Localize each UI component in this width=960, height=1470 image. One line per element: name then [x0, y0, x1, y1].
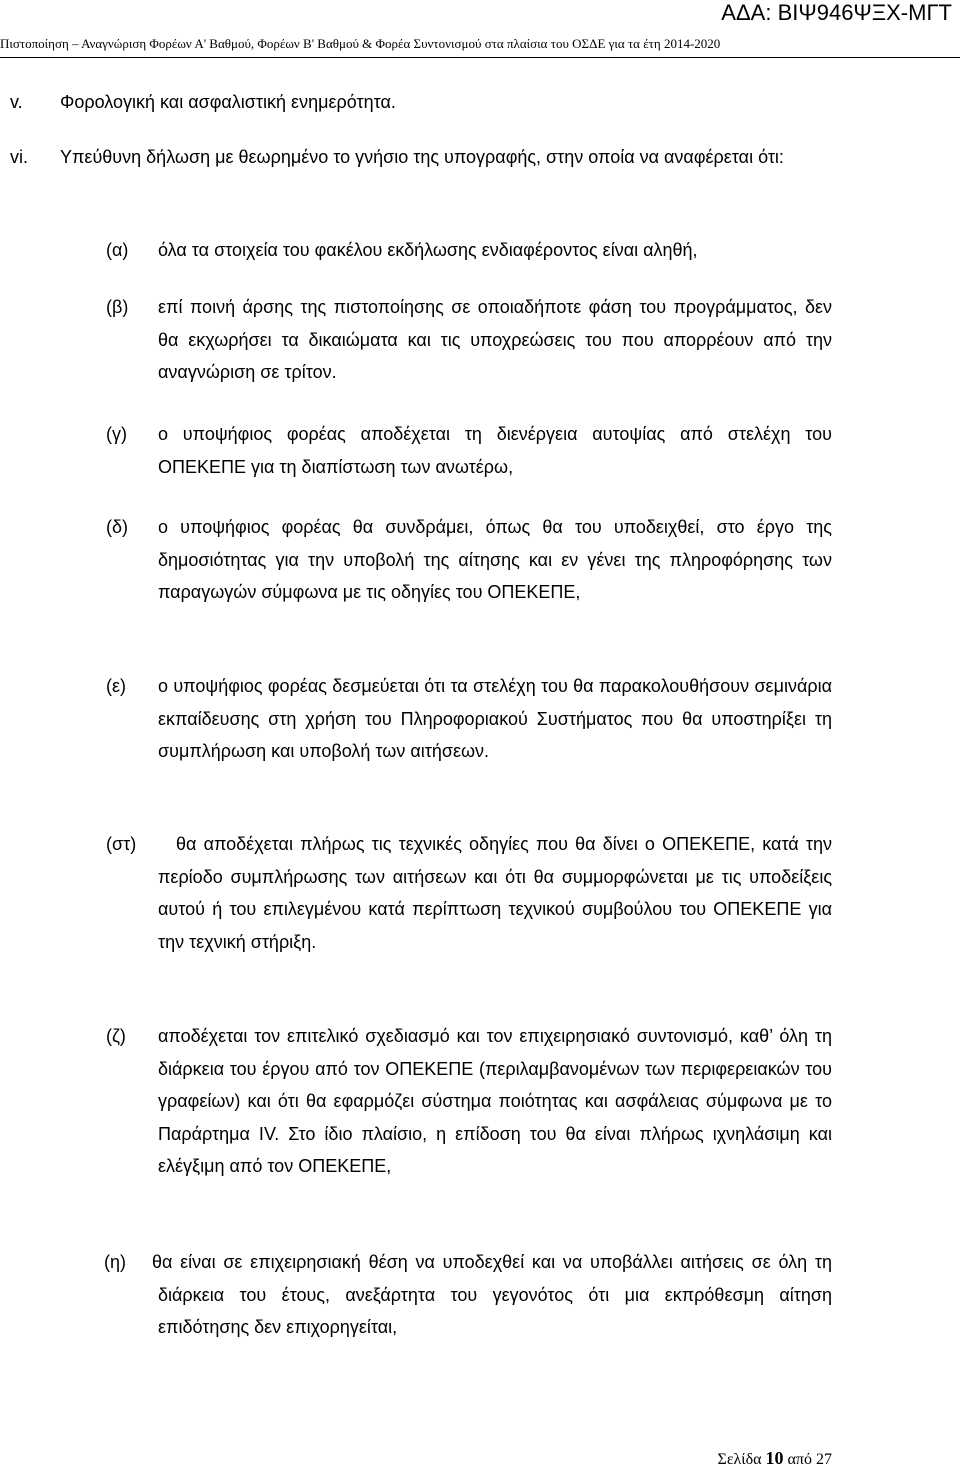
sub-item-text: αποδέχεται τον επιτελικό σχεδιασμό και τον επιχειρησιακό συντονισμό, καθ’ όλη τη διάρκεια του έργου από τον ΟΠΕΚΕΠΕ (περιλαμβανομένων των περιφερειακών του γραφείων) και ότι θα εφαρμόζει σύστημα ποιότητας και ασφάλειας σύμφωνα με το Παράρτημα ΙV. Στο ίδιο πλαίσιο, η επίδοση του θα είναι πλήρως ιχνηλάσιμη και ελέγξιμη από τον ΟΠΕΚΕΠΕ,: [158, 1026, 832, 1176]
running-header-title: Πιστοποίηση – Αναγνώριση Φορέων Α' Βαθμού, Φορέων Β' Βαθμού & Φορέα Συντονισμού στα πλαίσια του ΟΣΔΕ για τα έτη 2014-2020: [0, 36, 721, 51]
list-item-marker: v.: [10, 92, 23, 112]
page-word: Σελίδα: [717, 1451, 762, 1468]
sub-item-text: θα είναι σε επιχειρησιακή θέση να υποδεχθεί και να υποβάλλει αιτήσεις σε όλη τη διάρκεια του έτους, ανεξάρτητα του γεγονότος ότι μια εκπρόθεσμη αίτηση επιδότησης δεν επιχορηγείται,: [152, 1252, 832, 1337]
sub-item-text: θα αποδέχεται πλήρως τις τεχνικές οδηγίες που θα δίνει ο ΟΠΕΚΕΠΕ, κατά την περίοδο συμπλήρωσης των αιτήσεων και ότι θα συμμορφώνεται με τις υποδείξεις αυτού ή του επιλεγμένου κατά περίπτωση τεχνικού συμβούλου του ΟΠΕΚΕΠΕ για την τεχνική στήριξη.: [158, 834, 832, 952]
sub-item-marker: (δ): [106, 517, 129, 537]
sub-item-marker: (στ): [106, 834, 137, 854]
sub-item-marker: (β): [106, 297, 129, 317]
sub-item-text: ο υποψήφιος φορέας αποδέχεται τη διενέργεια αυτοψίας από στελέχη του ΟΠΕΚΕΠΕ για τη διαπίστωση των ανωτέρω,: [158, 424, 832, 477]
sub-item-marker: (γ): [106, 424, 127, 444]
running-header: [0, 36, 960, 52]
ada-code: ΑΔΑ: ΒΙΨ946ΨΞΧ-ΜΓΤ: [721, 0, 952, 25]
page-number: 10: [765, 1448, 784, 1468]
sub-item-marker: (ε): [106, 676, 127, 696]
header-rule: [0, 57, 960, 58]
sub-item-marker: (ζ): [106, 1026, 126, 1046]
sub-item-text: ο υποψήφιος φορέας θα συνδράμει, όπως θα του υποδειχθεί, στο έργο της δημοσιότητας για την υποβολή της αίτησης και εν γένει της πληροφόρησης των παραγωγών σύμφωνα με τις οδηγίες του ΟΠΕΚΕΠΕ,: [158, 517, 832, 602]
sub-item-text: όλα τα στοιχεία του φακέλου εκδήλωσης ενδιαφέροντος είναι αληθή,: [158, 240, 698, 260]
sub-item-marker: (η): [104, 1252, 126, 1272]
list-item-marker: vi.: [10, 147, 28, 167]
of-word: από: [787, 1451, 812, 1468]
sub-item-marker: (α): [106, 240, 129, 260]
list-item-text: Υπεύθυνη δήλωση με θεωρημένο το γνήσιο της υπογραφής, στην οποία να αναφέρεται ότι:: [60, 147, 784, 167]
list-item-text: Φορολογική και ασφαλιστική ενημερότητα.: [60, 92, 396, 112]
sub-item-text: επί ποινή άρσης της πιστοποίησης σε οποιαδήποτε φάση του προγράμματος, δεν θα εκχωρήσει τα δικαιώματα και τις υποχρεώσεις του που απορρέουν από την αναγνώριση σε τρίτον.: [158, 297, 832, 382]
sub-item-text: ο υποψήφιος φορέας δεσμεύεται ότι τα στελέχη του θα παρακολουθήσουν σεμινάρια εκπαίδευσης στη χρήση του Πληροφοριακού Συστήματος που θα υποστηρίξει τη συμπλήρωση και υποβολή των αιτήσεων.: [158, 676, 832, 761]
total-pages: 27: [816, 1451, 832, 1468]
